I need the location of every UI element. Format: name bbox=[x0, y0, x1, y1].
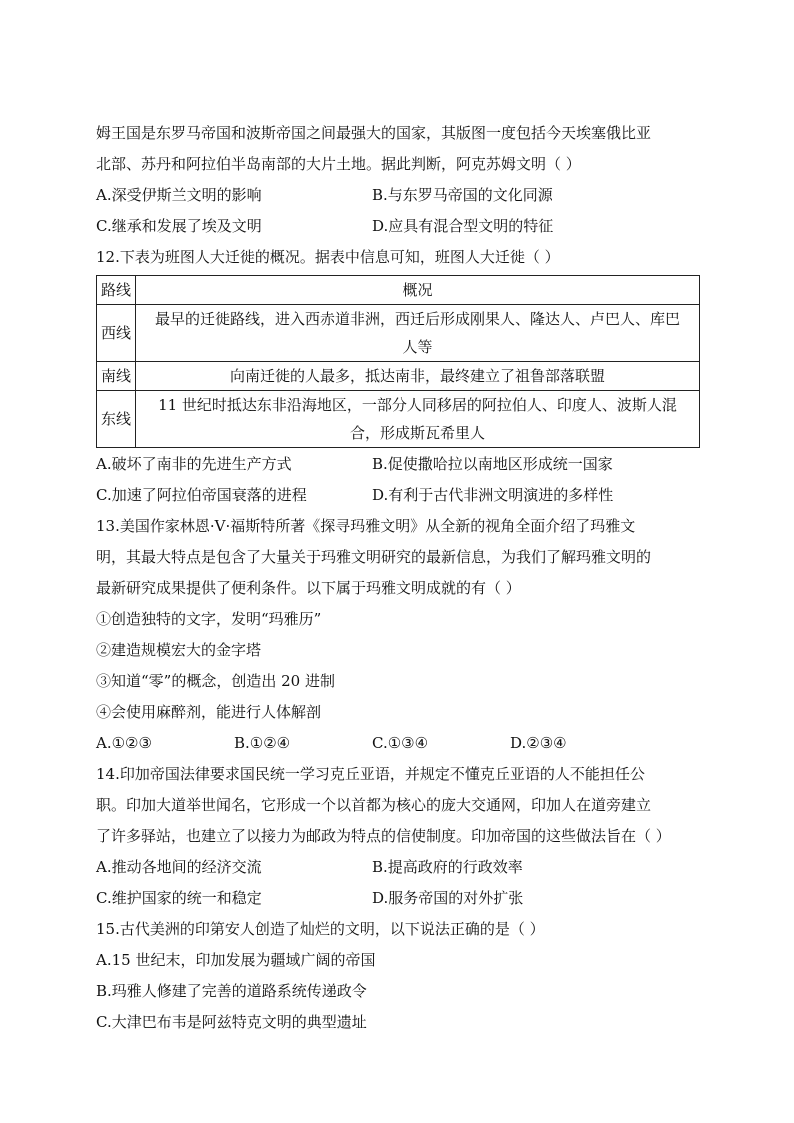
exam-page bbox=[96, 118, 700, 1038]
table-row bbox=[97, 305, 700, 362]
list-item: ③知道“零”的概念，创造出 20 进制 bbox=[96, 672, 335, 690]
question-stem-line: 最新研究成果提供了便利条件。以下属于玛雅文明成就的有（ ） bbox=[96, 579, 521, 597]
option-d: D.应具有混合型文明的特征 bbox=[372, 217, 554, 235]
options-row bbox=[96, 180, 700, 211]
option-d: D.有利于古代非洲文明演进的多样性 bbox=[372, 486, 614, 504]
option-a: A.15 世纪末，印加发展为疆域广阔的帝国 bbox=[96, 951, 376, 969]
list-item: ④会使用麻醉剂，能进行人体解剖 bbox=[96, 703, 322, 721]
question-15 bbox=[96, 914, 700, 1038]
option-c: C.大津巴布韦是阿兹特克文明的典型遗址 bbox=[96, 1013, 367, 1031]
options-row bbox=[96, 728, 700, 759]
cell-text-line: 向南迁徙的人最多，抵达南非，最终建立了祖鲁部落联盟 bbox=[229, 367, 605, 385]
option-b: B.①②④ bbox=[234, 734, 291, 752]
list-item: ①创造独特的文字，发明“玛雅历” bbox=[96, 610, 322, 628]
table-cell-summary bbox=[136, 362, 700, 391]
cell-text-line: 合，形成斯瓦希里人 bbox=[349, 424, 485, 442]
question-stem-line: 13.美国作家林恩·V·福斯特所著《探寻玛雅文明》从全新的视角全面介绍了玛雅文 bbox=[96, 517, 636, 535]
question-stem-line: 了许多驿站，也建立了以接力为邮政为特点的信使制度。印加帝国的这些做法旨在（ ） bbox=[96, 827, 671, 845]
option-c: C.①③④ bbox=[372, 734, 429, 752]
migration-table bbox=[96, 275, 700, 448]
table-cell-route: 西线 bbox=[97, 305, 136, 362]
option-c: C.加速了阿拉伯帝国衰落的进程 bbox=[96, 486, 307, 504]
option-a: A.破坏了南非的先进生产方式 bbox=[96, 455, 292, 473]
table-header-summary: 概况 bbox=[136, 276, 700, 305]
cell-text-line: 最早的迁徙路线，进入西赤道非洲，西迁后形成刚果人、隆达人、卢巴人、库巴 bbox=[154, 310, 680, 328]
question-stem-line: 职。印加大道举世闻名，它形成一个以首都为核心的庞大交通网，印加人在道旁建立 bbox=[96, 796, 652, 814]
question-stem-line: 北部、苏丹和阿拉伯半岛南部的大片土地。据此判断，阿克苏姆文明（ ） bbox=[96, 155, 581, 173]
option-d: D.②③④ bbox=[510, 734, 567, 752]
option-c: C.继承和发展了埃及文明 bbox=[96, 217, 262, 235]
table-row bbox=[97, 391, 700, 448]
option-c: C.维护国家的统一和稳定 bbox=[96, 889, 262, 907]
table-cell-summary bbox=[136, 391, 700, 448]
question-stem-line: 14.印加帝国法律要求国民统一学习克丘亚语，并规定不懂克丘亚语的人不能担任公 bbox=[96, 765, 645, 783]
options-row bbox=[96, 852, 700, 883]
cell-text-line: 人等 bbox=[402, 338, 433, 356]
option-a: A.深受伊斯兰文明的影响 bbox=[96, 186, 262, 204]
options-row bbox=[96, 211, 700, 242]
table-row bbox=[97, 362, 700, 391]
question-12 bbox=[96, 242, 700, 511]
question-stem-line: 明，其最大特点是包含了大量关于玛雅文明研究的最新信息，为我们了解玛雅文明的 bbox=[96, 548, 652, 566]
question-stem-line: 姆王国是东罗马帝国和波斯帝国之间最强大的国家，其版图一度包括今天埃塞俄比亚 bbox=[96, 124, 652, 142]
option-a: A.①②③ bbox=[96, 734, 152, 752]
table-header-row bbox=[97, 276, 700, 305]
cell-text-line: 11 世纪时抵达东非沿海地区，一部分人同移居的阿拉伯人、印度人、波斯人混 bbox=[158, 396, 677, 414]
option-d: D.服务帝国的对外扩张 bbox=[372, 889, 524, 907]
question-stem: 15.古代美洲的印第安人创造了灿烂的文明，以下说法正确的是（ ） bbox=[96, 920, 545, 938]
table-cell-route: 东线 bbox=[97, 391, 136, 448]
question-11 bbox=[96, 118, 700, 242]
question-14 bbox=[96, 759, 700, 914]
options-row bbox=[96, 480, 700, 511]
options-row bbox=[96, 883, 700, 914]
option-b: B.与东罗马帝国的文化同源 bbox=[372, 186, 553, 204]
table-cell-route: 南线 bbox=[97, 362, 136, 391]
table-cell-summary bbox=[136, 305, 700, 362]
options-row bbox=[96, 449, 700, 480]
question-13 bbox=[96, 511, 700, 759]
option-b: B.玛雅人修建了完善的道路系统传递政令 bbox=[96, 982, 367, 1000]
table-header-route: 路线 bbox=[97, 276, 136, 305]
option-b: B.促使撒哈拉以南地区形成统一国家 bbox=[372, 455, 613, 473]
option-a: A.推动各地间的经济交流 bbox=[96, 858, 262, 876]
option-b: B.提高政府的行政效率 bbox=[372, 858, 523, 876]
question-stem: 12.下表为班图人大迁徙的概况。据表中信息可知，班图人大迁徙（ ） bbox=[96, 248, 560, 266]
list-item: ②建造规模宏大的金字塔 bbox=[96, 641, 262, 659]
